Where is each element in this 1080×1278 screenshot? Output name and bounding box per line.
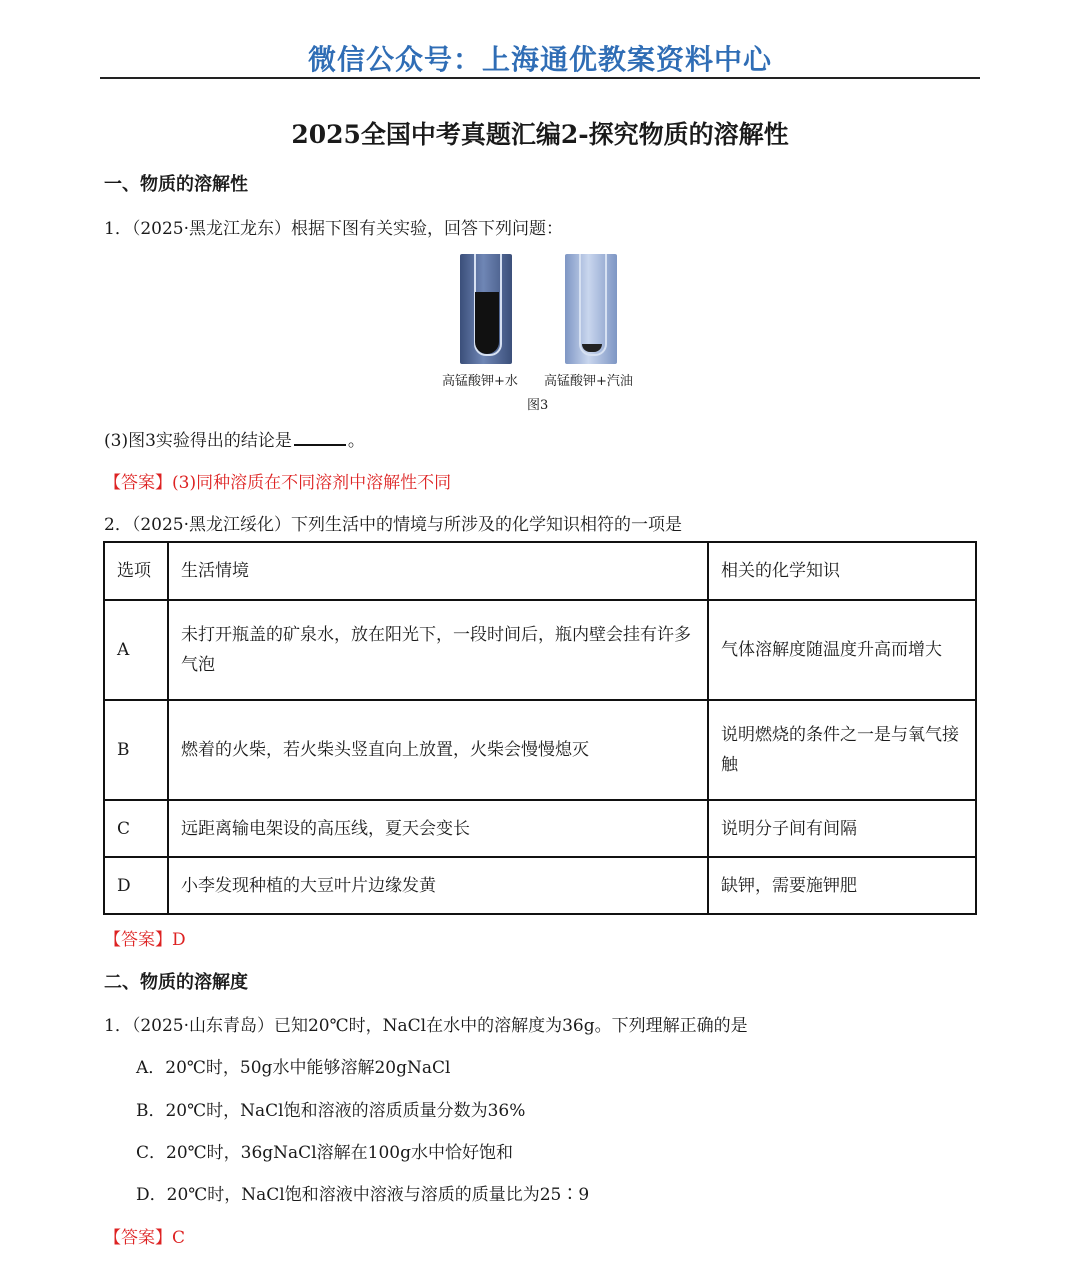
- answer-text: C: [172, 1228, 186, 1248]
- table-row: [104, 700, 976, 800]
- subquestion-text: (3)图3实验得出的结论是: [104, 431, 292, 451]
- table-cell: 缺钾，需要施钾肥: [708, 857, 976, 914]
- answer-label: 【答案】: [104, 930, 172, 950]
- answer-blank: [294, 430, 346, 446]
- table-row: [104, 857, 976, 914]
- figure-label: 图3: [527, 398, 549, 413]
- question-1-subquestion: [104, 426, 365, 451]
- document-title: 2025全国中考真题汇编2-探究物质的溶解性: [291, 120, 789, 149]
- section2-question-1-answer: [104, 1223, 185, 1248]
- answer-text: (3)同种溶质在不同溶剂中溶解性不同: [172, 473, 452, 493]
- table-header-row: [104, 542, 976, 600]
- section-heading-solubility: 一、物质的溶解性: [104, 174, 248, 195]
- table-cell: 气体溶解度随温度升高而增大: [708, 600, 976, 700]
- question-1-stem: 1．（2025·黑龙江龙东）根据下图有关实验，回答下列问题：: [104, 219, 563, 239]
- test-tube-water-icon: [460, 254, 512, 364]
- header-divider: [100, 77, 980, 79]
- answer-label: 【答案】: [104, 1228, 172, 1248]
- section2-question-1-stem: 1．（2025·山东青岛）已知20℃时，NaCl在水中的溶解度为36g。下列理解正确的是: [104, 1016, 748, 1036]
- knowledge-table: [103, 541, 977, 915]
- table-cell: D: [104, 857, 168, 914]
- subquestion-suffix: 。: [347, 431, 365, 451]
- table-cell: 小李发现种植的大豆叶片边缘发黄: [168, 857, 708, 914]
- figure-caption-left: 高锰酸钾+水: [442, 374, 518, 389]
- table-cell: 燃着的火柴，若火柴头竖直向上放置，火柴会慢慢熄灭: [168, 700, 708, 800]
- figure-caption-right: 高锰酸钾+汽油: [544, 374, 633, 389]
- table-cell: B: [104, 700, 168, 800]
- option-d: D．20℃时，NaCl饱和溶液中溶液与溶质的质量比为25∶9: [136, 1185, 590, 1205]
- option-c: C．20℃时，36gNaCl溶解在100g水中恰好饱和: [136, 1143, 513, 1163]
- answer-label: 【答案】: [104, 473, 172, 493]
- option-b: B．20℃时，NaCl饱和溶液的溶质质量分数为36%: [136, 1101, 526, 1121]
- answer-text: D: [172, 930, 186, 950]
- question-2-answer: [104, 925, 186, 950]
- table-header-cell: 相关的化学知识: [708, 542, 976, 600]
- table-row: [104, 600, 976, 700]
- table-cell: C: [104, 800, 168, 857]
- table-row: [104, 800, 976, 857]
- test-tube-figure: [430, 250, 660, 415]
- test-tube-gasoline-icon: [565, 254, 617, 364]
- table-cell: A: [104, 600, 168, 700]
- header-title: 微信公众号：上海通优教案资料中心: [307, 43, 772, 76]
- question-2-stem: 2．（2025·黑龙江绥化）下列生活中的情境与所涉及的化学知识相符的一项是: [104, 515, 682, 535]
- table-cell: 未打开瓶盖的矿泉水，放在阳光下，一段时间后，瓶内壁会挂有许多气泡: [168, 600, 708, 700]
- table-cell: 说明燃烧的条件之一是与氧气接触: [708, 700, 976, 800]
- option-a: A．20℃时，50g水中能够溶解20gNaCl: [136, 1058, 451, 1078]
- section-heading-solubility-degree: 二、物质的溶解度: [104, 972, 248, 993]
- table-header-cell: 选项: [104, 542, 168, 600]
- table-header-cell: 生活情境: [168, 542, 708, 600]
- table-cell: 说明分子间有间隔: [708, 800, 976, 857]
- question-1-answer: [104, 468, 451, 493]
- table-cell: 远距离输电架设的高压线，夏天会变长: [168, 800, 708, 857]
